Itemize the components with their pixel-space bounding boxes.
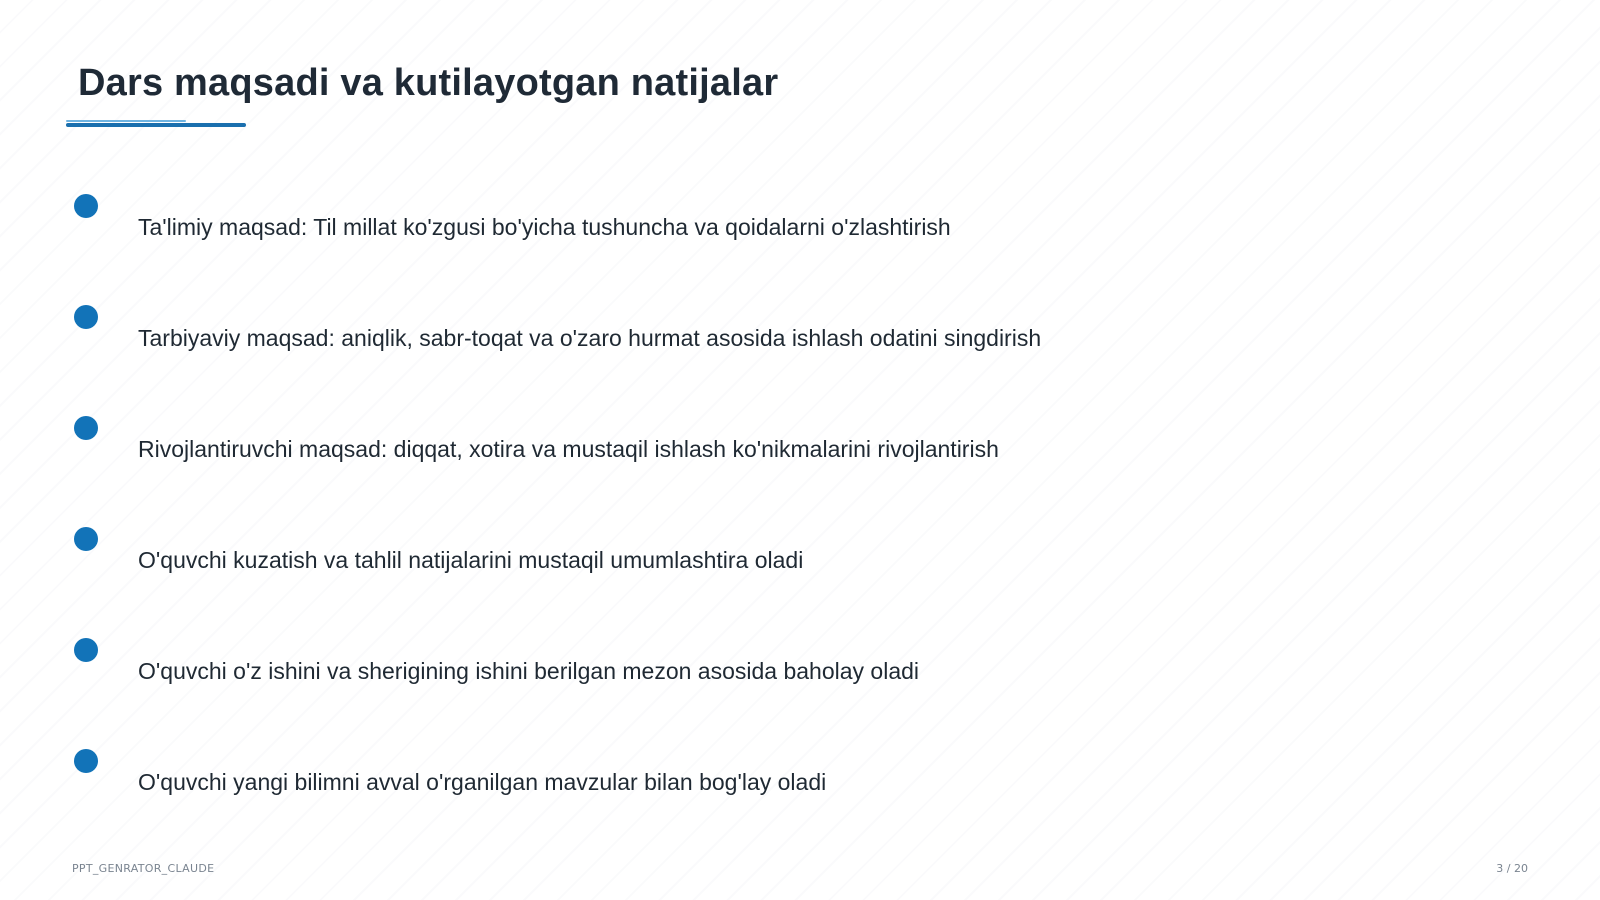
page-indicator: 3 / 20 (1496, 862, 1528, 875)
slide-title: Dars maqsadi va kutilayotgan natijalar (78, 62, 779, 104)
bullet-text: Rivojlantiruvchi maqsad: diqqat, xotira va mustaqil ishlash ko'nikmalarini rivojlantirish (138, 436, 999, 462)
bullet-dot-icon (74, 194, 98, 218)
list-item (0, 745, 1600, 815)
bullet-dot-icon (74, 749, 98, 773)
list-item (0, 190, 1600, 260)
bullet-text: O'quvchi kuzatish va tahlil natijalarini mustaqil umumlashtira oladi (138, 547, 804, 573)
list-item (0, 634, 1600, 704)
bullet-dot-icon (74, 527, 98, 551)
list-item (0, 301, 1600, 371)
bullet-text: Ta'limiy maqsad: Til millat ko'zgusi bo'yicha tushuncha va qoidalarni o'zlashtirish (138, 214, 951, 240)
list-item (0, 412, 1600, 482)
bullet-dot-icon (74, 416, 98, 440)
bullet-text: O'quvchi yangi bilimni avval o'rganilgan mavzular bilan bog'lay oladi (138, 769, 827, 795)
bullet-dot-icon (74, 638, 98, 662)
footer-generator-label: PPT_GENRATOR_CLAUDE (72, 862, 215, 875)
bullet-dot-icon (74, 305, 98, 329)
bullet-text: O'quvchi o'z ishini va sherigining ishini berilgan mezon asosida baholay oladi (138, 658, 920, 684)
list-item (0, 523, 1600, 593)
bullet-text: Tarbiyaviy maqsad: aniqlik, sabr-toqat va o'zaro hurmat asosida ishlash odatini singdirish (138, 325, 1042, 351)
